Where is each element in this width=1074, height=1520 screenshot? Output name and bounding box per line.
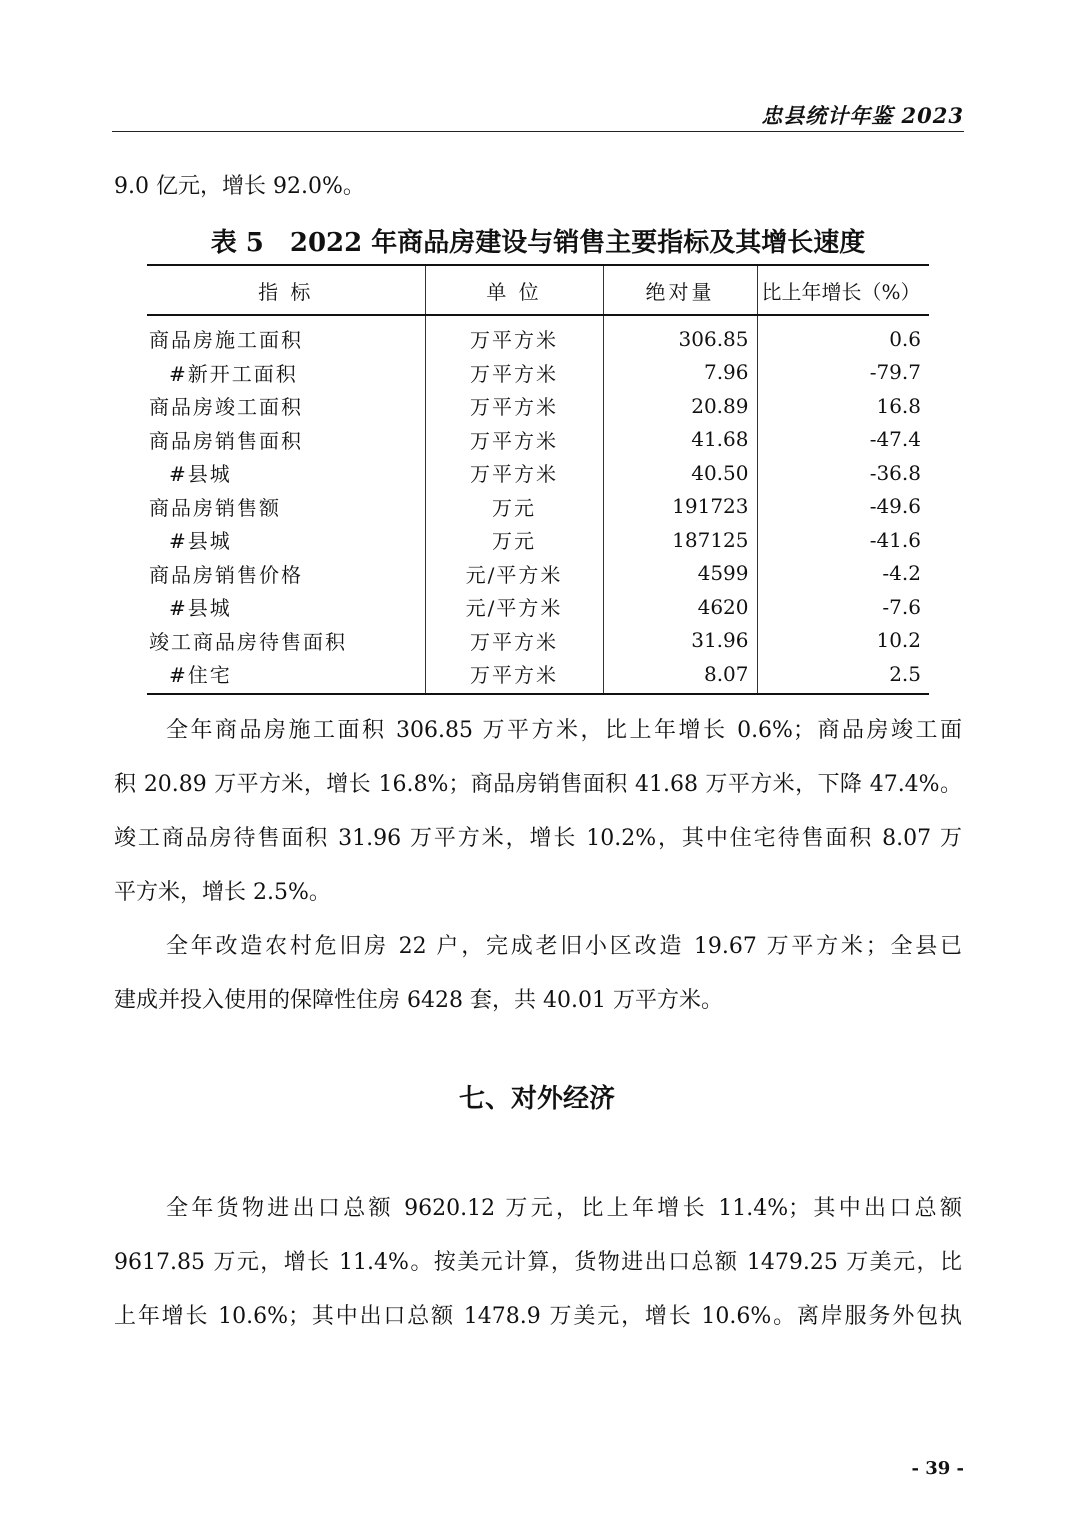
- text-line: 全年商品房施工面积 306.85 万平方米，比上年增长 0.6%；商品房竣工面: [166, 718, 962, 743]
- running-header: 忠县统计年鉴 2023: [761, 103, 964, 128]
- intro-line: 9.0 亿元，增长 92.0%。: [114, 174, 365, 199]
- unit-cell: 万平方米: [425, 456, 603, 490]
- growth-cell: -41.6: [757, 523, 929, 557]
- indicator-cell: 商品房销售面积: [149, 428, 303, 453]
- indicator-cell: 商品房施工面积: [149, 328, 303, 353]
- text-line: 平方米，增长 2.5%。: [114, 880, 331, 905]
- text-line: 上年增长 10.6%；其中出口总额 1478.9 万美元，增长 10.6%。离岸服务外包执: [114, 1304, 962, 1329]
- value-cell: 191723: [603, 490, 757, 524]
- growth-cell: -4.2: [757, 557, 929, 591]
- value-cell: 40.50: [603, 456, 757, 490]
- growth-cell: -7.6: [757, 590, 929, 624]
- table-title: 表 5 2022 年商品房建设与销售主要指标及其增长速度: [210, 228, 866, 258]
- indicator-cell: #县城: [169, 462, 232, 487]
- unit-cell: 万平方米: [425, 624, 603, 658]
- table-row: [147, 423, 929, 457]
- value-cell: 8.07: [603, 657, 757, 694]
- value-cell: 4599: [603, 557, 757, 591]
- column-header-unit: 单 位: [425, 265, 603, 315]
- header-rule: [112, 131, 964, 132]
- housing-indicators-table: [147, 264, 929, 695]
- section-heading: 七、对外经济: [458, 1084, 615, 1114]
- table-row: [147, 590, 929, 624]
- indicator-cell: 商品房销售额: [149, 495, 281, 520]
- table-row: [147, 523, 929, 557]
- column-header-growth: 比上年增长（%）: [757, 265, 929, 315]
- growth-cell: -36.8: [757, 456, 929, 490]
- page-number: - 39 -: [911, 1458, 964, 1479]
- unit-cell: 元/平方米: [425, 590, 603, 624]
- value-cell: 20.89: [603, 389, 757, 423]
- growth-cell: 16.8: [757, 389, 929, 423]
- unit-cell: 万元: [425, 490, 603, 524]
- unit-cell: 元/平方米: [425, 557, 603, 591]
- value-cell: 4620: [603, 590, 757, 624]
- text-line: 全年改造农村危旧房 22 户，完成老旧小区改造 19.67 万平方米；全县已: [166, 934, 962, 959]
- value-cell: 7.96: [603, 356, 757, 390]
- indicator-cell: #住宅: [147, 657, 425, 694]
- growth-cell: 2.5: [757, 657, 929, 694]
- text-line: 竣工商品房待售面积 31.96 万平方米，增长 10.2%，其中住宅待售面积 8.07 万: [114, 826, 962, 851]
- table-row: [147, 315, 929, 356]
- unit-cell: 万平方米: [425, 657, 603, 694]
- value-cell: 306.85: [603, 315, 757, 356]
- table-row: [147, 624, 929, 658]
- text-line: 9617.85 万元，增长 11.4%。按美元计算，货物进出口总额 1479.25 万美元，比: [114, 1250, 962, 1275]
- column-header-absolute: 绝对量: [603, 265, 757, 315]
- indicator-cell: #县城: [169, 596, 232, 621]
- text-line: 积 20.89 万平方米，增长 16.8%；商品房销售面积 41.68 万平方米，下降 47.4%。: [114, 772, 962, 797]
- growth-cell: -47.4: [757, 423, 929, 457]
- unit-cell: 万平方米: [425, 423, 603, 457]
- text-line: 全年货物进出口总额 9620.12 万元，比上年增长 11.4%；其中出口总额: [166, 1196, 962, 1221]
- indicator-cell: #新开工面积: [169, 361, 298, 386]
- value-cell: 187125: [603, 523, 757, 557]
- indicator-cell: 商品房竣工面积: [149, 395, 303, 420]
- growth-cell: 0.6: [757, 315, 929, 356]
- table-row: [147, 456, 929, 490]
- table-row: [147, 557, 929, 591]
- column-header-indicator: 指 标: [147, 265, 425, 315]
- growth-cell: 10.2: [757, 624, 929, 658]
- table-row: [147, 490, 929, 524]
- indicator-cell: 竣工商品房待售面积: [149, 629, 347, 654]
- unit-cell: 万平方米: [425, 315, 603, 356]
- text-line: 建成并投入使用的保障性住房 6428 套，共 40.01 万平方米。: [114, 988, 723, 1013]
- indicator-cell: #县城: [169, 529, 232, 554]
- unit-cell: 万平方米: [425, 356, 603, 390]
- table-header-row: [147, 265, 929, 315]
- table-row: [147, 657, 929, 694]
- growth-cell: -49.6: [757, 490, 929, 524]
- indicator-cell: 商品房销售价格: [149, 562, 303, 587]
- growth-cell: -79.7: [757, 356, 929, 390]
- value-cell: 31.96: [603, 624, 757, 658]
- table-row: [147, 356, 929, 390]
- unit-cell: 万元: [425, 523, 603, 557]
- unit-cell: 万平方米: [425, 389, 603, 423]
- value-cell: 41.68: [603, 423, 757, 457]
- table-row: [147, 389, 929, 423]
